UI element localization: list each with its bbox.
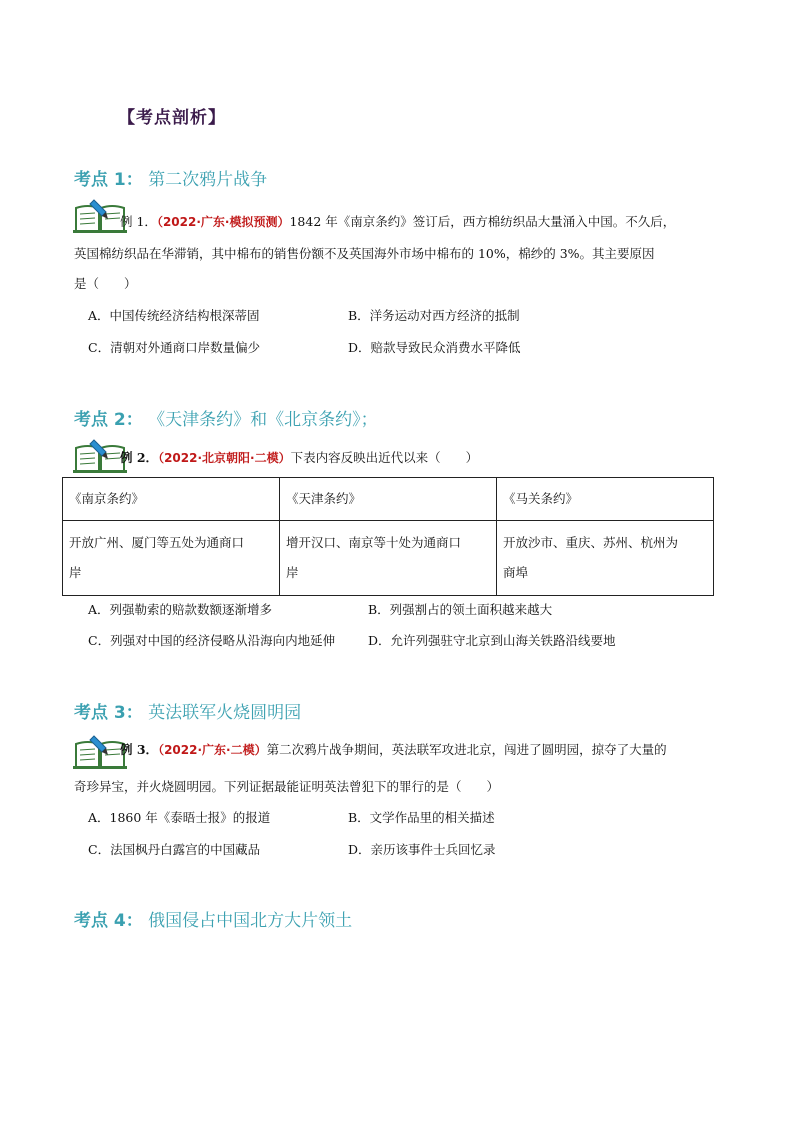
example-number: 例 2．	[120, 450, 159, 465]
kaodian-topic: 第二次鸦片战争	[148, 170, 268, 190]
table-row	[63, 478, 714, 521]
option-a[interactable]: A．中国传统经济结构根深蒂固	[88, 308, 260, 323]
option-b[interactable]: B．文学作品里的相关描述	[348, 810, 495, 825]
page-title: 【考点剖析】	[118, 108, 226, 128]
kaodian-label: 考点 2：	[74, 410, 143, 430]
kaodian-label: 考点 1：	[74, 170, 143, 190]
option-a[interactable]: A．1860 年《泰晤士报》的报道	[88, 810, 271, 825]
question-text: 英国棉纺织品在华滞销，其中棉布的销售份额不及英国海外市场中棉布的 10%，棉纱的 3%。其主要原因	[74, 246, 655, 261]
kaodian-3-heading	[74, 698, 301, 723]
example-source: （2022·广东·二模）	[158, 743, 267, 757]
option-d[interactable]: D．亲历该事件士兵回忆录	[348, 842, 496, 857]
example-number: 例 1．	[120, 214, 157, 229]
example-1-line-1	[120, 212, 730, 232]
table-cell-line: 增开汉口、南京等十处为通商口	[286, 535, 462, 550]
option-d[interactable]: D．赔款导致民众消费水平降低	[348, 340, 521, 355]
kaodian-2-heading	[74, 405, 378, 430]
question-text: 下表内容反映出近代以来（ ）	[290, 450, 479, 465]
table-cell-line: 岸	[69, 565, 82, 580]
table-row	[63, 521, 714, 596]
table-header-cell: 《南京条约》	[63, 478, 280, 521]
question-text: 是（ ）	[74, 276, 137, 291]
kaodian-topic: 《天津条约》和《北京条约》；	[148, 410, 378, 430]
example-3-line-1	[120, 740, 730, 760]
table-cell	[63, 521, 280, 596]
table-header-cell: 《马关条约》	[497, 478, 714, 521]
question-text: 奇珍异宝，并火烧圆明园。下列证据最能证明英法曾犯下的罪行的是（ ）	[74, 779, 500, 794]
kaodian-1-heading	[74, 165, 267, 190]
option-d[interactable]: D．允许列强驻守北京到山海关铁路沿线要地	[368, 633, 616, 648]
example-source: （2022·广东·模拟预测）	[156, 215, 290, 229]
table-cell	[280, 521, 497, 596]
kaodian-topic: 俄国侵占中国北方大片领土	[148, 911, 353, 931]
question-text: 第二次鸦片战争期间，英法联军攻进北京，闯进了圆明园，掠夺了大量的	[266, 742, 667, 757]
table-cell-line: 开放广州、厦门等五处为通商口	[69, 535, 245, 550]
option-c[interactable]: C．列强对中国的经济侵略从沿海向内地延伸	[88, 633, 336, 648]
question-text: 1842 年《南京条约》签订后，西方棉纺织品大量涌入中国。不久后，	[289, 214, 676, 229]
example-2-line-1	[120, 448, 730, 468]
option-c[interactable]: C．清朝对外通商口岸数量偏少	[88, 340, 261, 355]
kaodian-label: 考点 4：	[74, 911, 143, 931]
example-source: （2022·北京朝阳·二模）	[158, 451, 291, 465]
table-cell-line: 商埠	[503, 565, 529, 580]
kaodian-label: 考点 3：	[74, 703, 143, 723]
kaodian-4-heading	[74, 906, 352, 931]
option-b[interactable]: B．列强割占的领土面积越来越大	[368, 602, 553, 617]
example-number: 例 3．	[120, 742, 159, 757]
table-cell-line: 岸	[286, 565, 299, 580]
table-header-cell: 《天津条约》	[280, 478, 497, 521]
option-b[interactable]: B．洋务运动对西方经济的抵制	[348, 308, 520, 323]
option-c[interactable]: C．法国枫丹白露宫的中国藏品	[88, 842, 261, 857]
table-cell	[497, 521, 714, 596]
kaodian-topic: 英法联军火烧圆明园	[148, 703, 302, 723]
option-a[interactable]: A．列强勒索的赔款数额逐渐增多	[88, 602, 273, 617]
table-cell-line: 开放沙市、重庆、苏州、杭州为	[503, 535, 679, 550]
treaty-table	[62, 477, 714, 596]
